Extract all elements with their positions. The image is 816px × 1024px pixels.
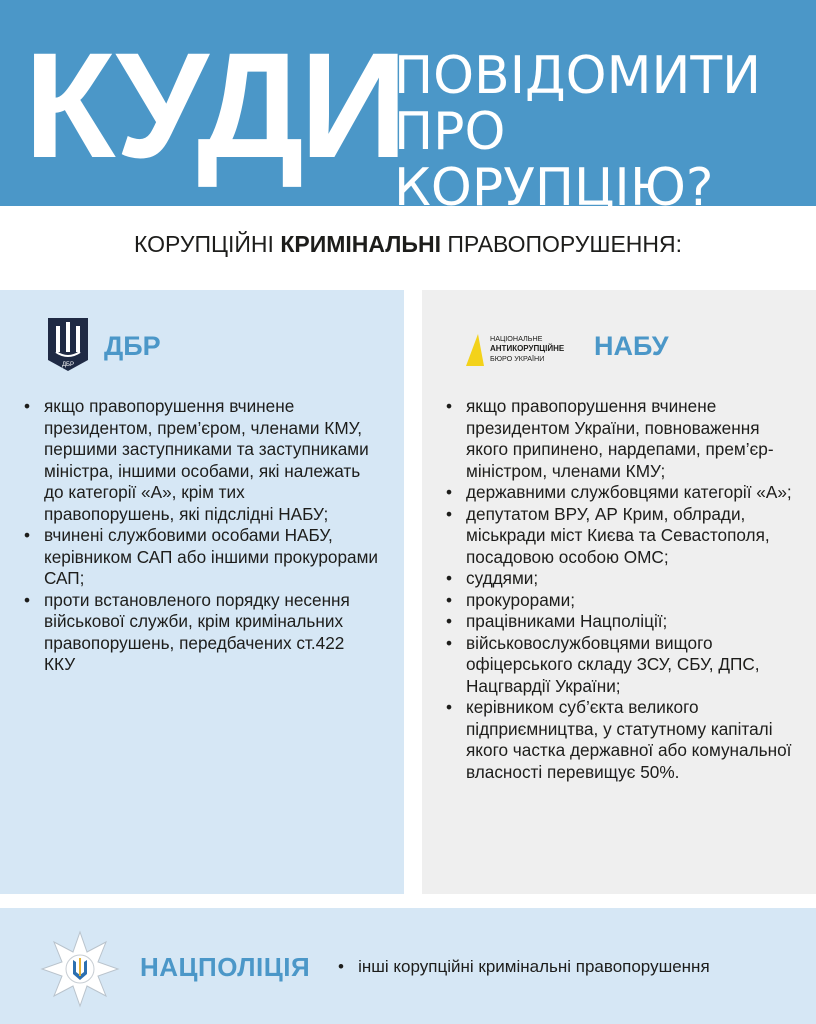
title-main: КУДИ xyxy=(24,21,404,189)
list-item: • якщо правопорушення вчинене президентом, прем’єром, членами КМУ, першими заступниками та заступниками міністра, іншими особами, які належать до категорії «А», крім тих правопорушень, які підслідні НАБУ; xyxy=(24,396,379,525)
list-item: • військовослужбовцями вищого офіцерського складу ЗСУ, СБУ, ДПС, Нацгвардії України; xyxy=(446,633,806,698)
title-sub-line2: ПРО КОРУПЦІЮ? xyxy=(394,102,714,218)
title-sub xyxy=(394,48,816,216)
list-item: • вчинені службовими особами НАБУ, керівником САП або іншими прокурорами САП; xyxy=(24,525,379,590)
section-heading-bold: КРИМІНАЛЬНІ xyxy=(280,231,441,257)
section-heading-part2: ПРАВОПОРУШЕННЯ: xyxy=(440,231,683,257)
list-item: • прокурорами; xyxy=(446,590,806,612)
list-item: • керівником суб’єкта великого підприємництва, у статутному капіталі якого частка державної або комунальної власності перевищує 50%. xyxy=(446,697,806,783)
nabu-logo-icon xyxy=(464,328,594,368)
nabu-title: НАБУ xyxy=(594,331,669,361)
header-banner xyxy=(0,0,816,218)
nabu-column xyxy=(422,290,816,894)
list-item: • проти встановленого порядку несення військової служби, крім кримінальних правопорушень, передбачених ст.422 ККУ xyxy=(24,590,379,676)
police-title: НАЦПОЛІЦІЯ xyxy=(140,952,311,982)
police-star-emblem-icon xyxy=(40,930,120,1008)
section-heading-part1: КОРУПЦІЙНІ xyxy=(133,231,281,257)
nabu-logo-line3: БЮРО УКРАЇНИ xyxy=(490,354,545,363)
police-footer xyxy=(0,908,816,1024)
list-item: • суддями; xyxy=(446,568,806,590)
police-list-text: інші корупційні кримінальні правопорушення xyxy=(358,957,710,976)
nabu-logo-line1: НАЦІОНАЛЬНЕ xyxy=(490,334,543,343)
list-item: • якщо правопорушення вчинене президентом України, повноваження якого припинено, нардепами, прем’єр-міністром, членами КМУ; xyxy=(446,396,806,482)
dbr-shield-logo-icon xyxy=(46,316,90,372)
list-item: • державними службовцями категорії «А»; xyxy=(446,482,806,504)
title-sub-line1: ПОВІДОМИТИ xyxy=(394,46,762,106)
police-list-item: • інші корупційні кримінальні правопорушення xyxy=(338,957,710,976)
nabu-list xyxy=(446,396,806,783)
dbr-title: ДБР xyxy=(104,331,161,361)
dbr-logo-text: ДБР xyxy=(61,362,75,368)
dbr-column xyxy=(0,290,404,894)
list-item: • працівниками Нацполіції; xyxy=(446,611,806,633)
dbr-list xyxy=(24,396,379,676)
nabu-logo-line2: АНТИКОРУПЦІЙНЕ xyxy=(490,344,565,353)
section-heading xyxy=(0,224,816,264)
list-item: • депутатом ВРУ, АР Крим, облради, міськради міст Києва та Севастополя, посадовою особою ОМС; xyxy=(446,504,806,569)
